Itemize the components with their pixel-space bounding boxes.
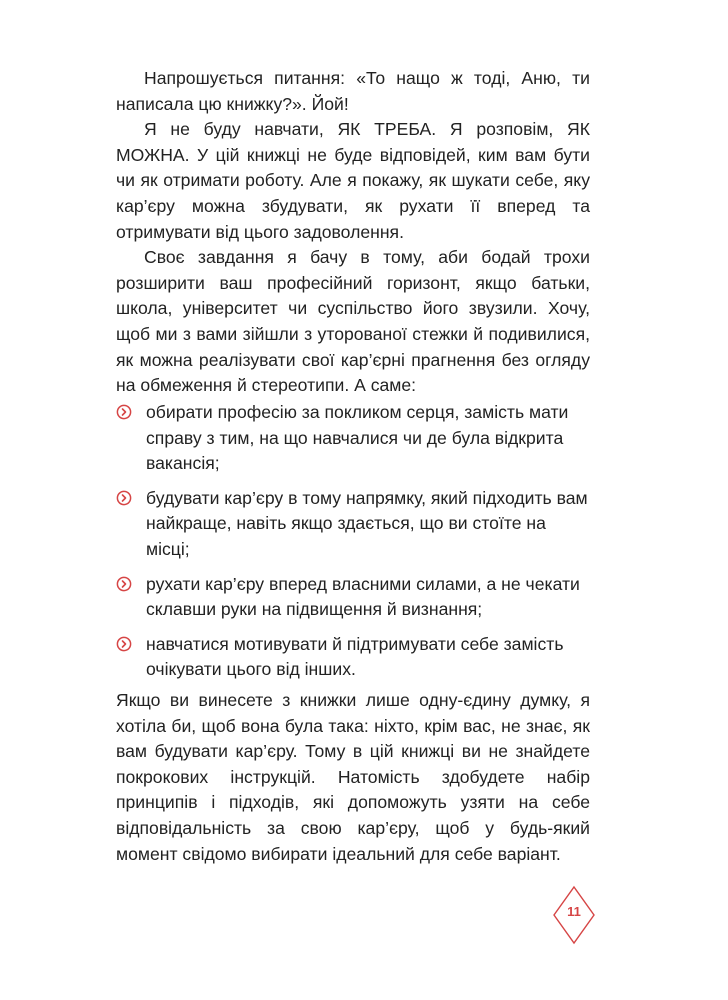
page-number: 11 [567,904,581,919]
conclusion-text [116,688,590,867]
bullet-item [116,486,590,563]
bullet-text: навчатися мотивувати й підтримувати себе замість очікувати цього від інших. [146,633,564,680]
intro-text [116,66,590,399]
bullet-text: рухати кар’єру вперед власними силами, а не чекати склавши руки на підвищення й визнання; [146,573,580,620]
bullet-item [116,572,590,623]
chevron-circle-icon [116,404,132,420]
bullet-item [116,632,590,683]
chevron-circle-icon [116,576,132,592]
intro-paragraph-1: Напрошується питання: «То нащо ж тоді, Аню, ти написала цю книжку?». Йой! [116,68,590,114]
chevron-circle-icon [116,636,132,652]
bullet-item [116,400,590,477]
chevron-circle-icon [116,490,132,506]
bullet-list [116,400,590,692]
intro-paragraph-2: Я не буду навчати, ЯК ТРЕБА. Я розповім, ЯК МОЖНА. У цій книжці не буде відповідей, ким вам бути чи як отримати роботу. Але я покажу, як шукати себе, яку кар’єру можна збудувати, як рухати її вперед та отримувати від цього задоволення. [116,119,590,242]
intro-paragraph-3: Своє завдання я бачу в тому, аби бодай трохи розширити ваш професійний горизонт, якщо батьки, школа, університет чи суспільство його звузили. Хочу, щоб ми з вами зійшли з уторованої стежки й подивилися, як можна реалізувати свої кар’єрні прагнення без огляду на обмеження й стереотипи. А саме: [116,247,590,396]
bullet-text: обирати професію за покликом серця, замість мати справу з тим, на що навчалися чи де була відкрита вакансія; [146,402,569,474]
conclusion-paragraph: Якщо ви винесете з книжки лише одну-єдину думку, я хотіла би, щоб вона була така: ніхто, крім вас, не знає, як вам будувати кар’єру. Тому в цій книжці ви не знайдете покрокових інструкцій. Натомість здобудете набір принципів і підходів, які допоможуть узяти на себе відповідальність за свою кар’єру, щоб у будь-який момент свідомо вибирати ідеальний для себе варіант. [116,690,590,864]
bullet-text: будувати кар’єру в тому напрямку, який підходить вам найкраще, навіть якщо здається, що ви стоїте на місці; [146,487,588,559]
